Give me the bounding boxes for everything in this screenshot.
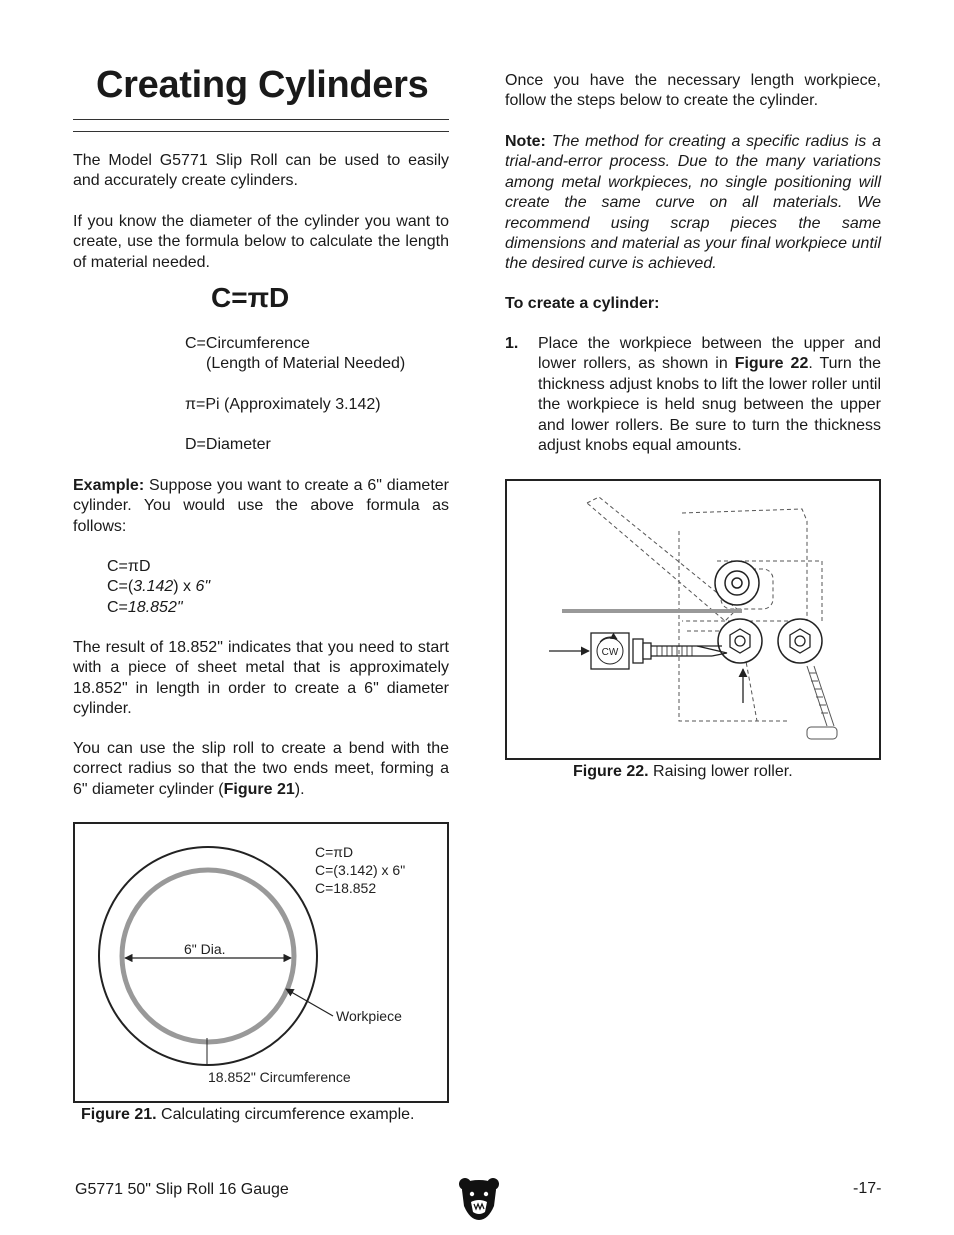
dia-label: 6" Dia. [184,941,226,957]
steps-heading: To create a cylinder: [505,295,660,312]
figure-21-diagram [75,824,447,1101]
definition-pi: π=Pi (Approximately 3.142) [185,396,381,413]
figure-22-diagram [507,481,879,758]
result-paragraph: The result of 18.852" indicates that you need to start with a piece of sheet metal that is approximately 18.852" in length in order to create a 6" diameter cylinder. [73,639,449,718]
note-label: Note: [505,133,546,150]
definition-circumference: C=Circumference [185,335,310,352]
example-text: Suppose you want to create a 6" diameter cylinder. You would use the above formula as follows: [73,477,449,535]
right-intro-paragraph: Once you have the necessary length workpiece, follow the steps below to create the cylinder. [505,72,881,110]
definition-diameter: D=Diameter [185,436,271,453]
title-rule-bottom [73,131,449,132]
lower-knob-screw [807,666,837,739]
note-text: The method for creating a specific radius is a trial-and-error process. Due to the many variations among metal workpieces, no single positioning will create the same curve on all materials. We recommend using scrap pieces the same dimensions and material as your final workpiece until the desired curve is achieved. [505,133,881,273]
formula-heading: C=πD [211,282,290,313]
intro-paragraph: The Model G5771 Slip Roll can be used to easily and accurately create cylinders. [73,152,449,190]
fig21-formula-2: C=(3.142) x 6" [315,862,406,878]
calc-line-1: C=πD [107,558,151,575]
workpiece-label: Workpiece [336,1008,402,1024]
calc-line-3: C=18.852" [107,599,183,616]
title-rule-top [73,119,449,120]
page-title: Creating Cylinders [96,64,429,106]
lower-roller [718,619,762,663]
definition-circumference-sub: (Length of Material Needed) [206,355,406,372]
fig21-formula-1: C=πD [315,844,354,860]
bend-paragraph: You can use the slip roll to create a bend with the correct radius so that the two ends meet, forming a 6" diameter cylinder (Figure 21). [73,740,449,798]
circumference-label: 18.852" Circumference [208,1069,351,1085]
diameter-paragraph: If you know the diameter of the cylinder you want to create, use the formula below to calculate the length of material needed. [73,213,449,271]
footer-model: G5771 50" Slip Roll 16 Gauge [75,1181,289,1198]
figure-22-caption: Figure 22. Raising lower roller. [573,763,793,780]
figure-21-caption: Figure 21. Calculating circumference example. [81,1106,415,1123]
example-paragraph [73,476,449,537]
cw-knob [591,633,629,669]
figure-21-box [73,822,449,1103]
side-roller [778,619,822,663]
upper-roller [715,561,759,605]
example-label: Example: [73,477,145,494]
step-1-number: 1. [505,335,519,352]
fig21-formula-3: C=18.852 [315,880,377,896]
cw-label: CW [601,647,619,658]
step-1-text: Place the workpiece between the upper and lower rollers, as shown in Figure 22. Turn the thickness adjust knobs to lift the lower roller until the workpiece is held snug between the upper and lower rollers. Be sure to turn the thickness adjust knobs equal amounts. [538,335,881,455]
adjust-screw [633,639,727,663]
footer-page-number: -17- [853,1180,882,1197]
note-paragraph [505,132,881,275]
calc-line-2: C=(3.142) x 6" [107,578,211,595]
figure-22-box [505,479,881,760]
bear-logo-icon [458,1176,500,1222]
